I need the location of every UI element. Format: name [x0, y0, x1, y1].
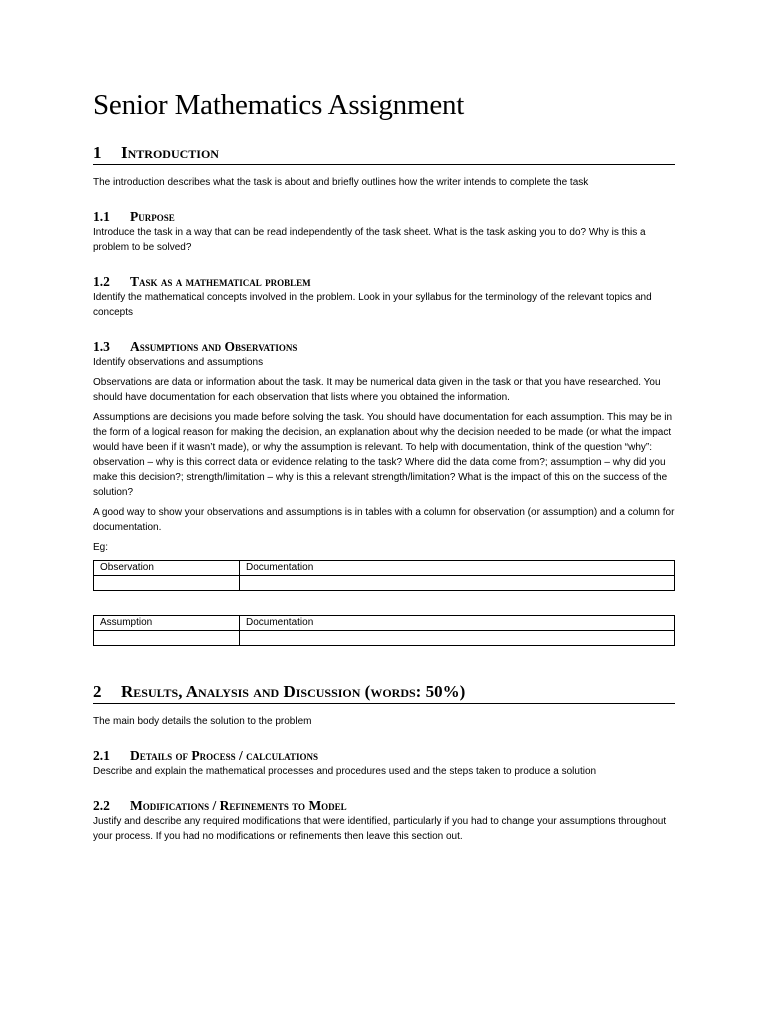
tables-paragraph: A good way to show your observations and assumptions is in tables with a column for observation (or assumption) and a column for documentation. — [93, 507, 675, 533]
table-header-row — [94, 616, 675, 631]
subsection-1-1-heading — [93, 209, 675, 225]
section-2-title: Results, Analysis and Discussion (words: 50%) — [121, 682, 466, 701]
subsection-1-2-heading — [93, 274, 675, 290]
table-cell — [240, 631, 675, 646]
subsection-2-1-number: 2.1 — [93, 748, 110, 763]
subsection-2-1-title: Details of Process / calculations — [130, 748, 318, 763]
documentation-column-header: Documentation — [240, 561, 675, 576]
subsection-1-3-number: 1.3 — [93, 339, 110, 354]
observation-table — [93, 560, 675, 591]
section-1-intro: The introduction describes what the task is about and briefly outlines how the writer intends to complete the task — [93, 177, 589, 188]
example-label: Eg: — [93, 542, 109, 553]
process-text: Describe and explain the mathematical processes and procedures used and the steps taken to produce a solution — [93, 766, 597, 777]
section-1-heading — [93, 143, 675, 165]
document-page — [93, 86, 675, 844]
table-row — [94, 631, 675, 646]
subsection-2-2-title: Modifications / Refinements to Model — [130, 798, 347, 813]
modifications-text: Justify and describe any required modifications that were identified, particularly if you had to change your assumptions throughout your process. If you had no modifications or refinements then leave this section out. — [93, 816, 667, 842]
document-title: Senior Mathematics Assignment — [93, 89, 465, 121]
table-cell — [94, 576, 240, 591]
subsection-1-2-title: Task as a mathematical problem — [130, 274, 311, 289]
subsection-1-3-title: Assumptions and Observations — [130, 339, 298, 354]
subsection-2-2-heading — [93, 798, 675, 814]
section-2-intro: The main body details the solution to the problem — [93, 716, 312, 727]
subsection-1-3-heading — [93, 339, 675, 355]
assumptions-subtitle: Identify observations and assumptions — [93, 357, 264, 368]
assumptions-paragraph: Assumptions are decisions you made before solving the task. You should have documentation for each assumption. This may be in the form of a logical reason for making the decision, an explanation about why the decision needed to be made (or what the impact would have been if it wasn’t made), or why the assumption is relevant. To help with documentation, think of the question “why”: observation – why is this correct data or evidence relating to the task? Where did the data come from?; assumption – why did you make this decision?; strength/limitation – why is this a relevant strength/limitation? What is the impact of this on the success of the solution? — [93, 412, 673, 498]
section-2-number: 2 — [93, 682, 102, 701]
assumption-table — [93, 615, 675, 646]
table-header-row — [94, 561, 675, 576]
table-cell — [94, 631, 240, 646]
documentation-column-header: Documentation — [240, 616, 675, 631]
problem-text: Identify the mathematical concepts involved in the problem. Look in your syllabus for the terminology of the relevant topics and concepts — [93, 292, 652, 318]
subsection-1-2-number: 1.2 — [93, 274, 110, 289]
table-row — [94, 576, 675, 591]
subsection-2-1-heading — [93, 748, 675, 764]
purpose-text: Introduce the task in a way that can be read independently of the task sheet. What is the task asking you to do? Why is this a problem to be solved? — [93, 227, 646, 253]
subsection-1-1-number: 1.1 — [93, 209, 110, 224]
assumption-column-header: Assumption — [94, 616, 240, 631]
observation-column-header: Observation — [94, 561, 240, 576]
table-cell — [240, 576, 675, 591]
section-2-heading — [93, 682, 675, 704]
section-1-number: 1 — [93, 143, 102, 162]
observations-paragraph: Observations are data or information about the task. It may be numerical data given in the task or that you have researched. You should have documentation for each observation that lists where you obtained the information. — [93, 377, 661, 403]
section-1-title: Introduction — [121, 143, 219, 162]
subsection-1-1-title: Purpose — [130, 209, 175, 224]
subsection-2-2-number: 2.2 — [93, 798, 110, 813]
